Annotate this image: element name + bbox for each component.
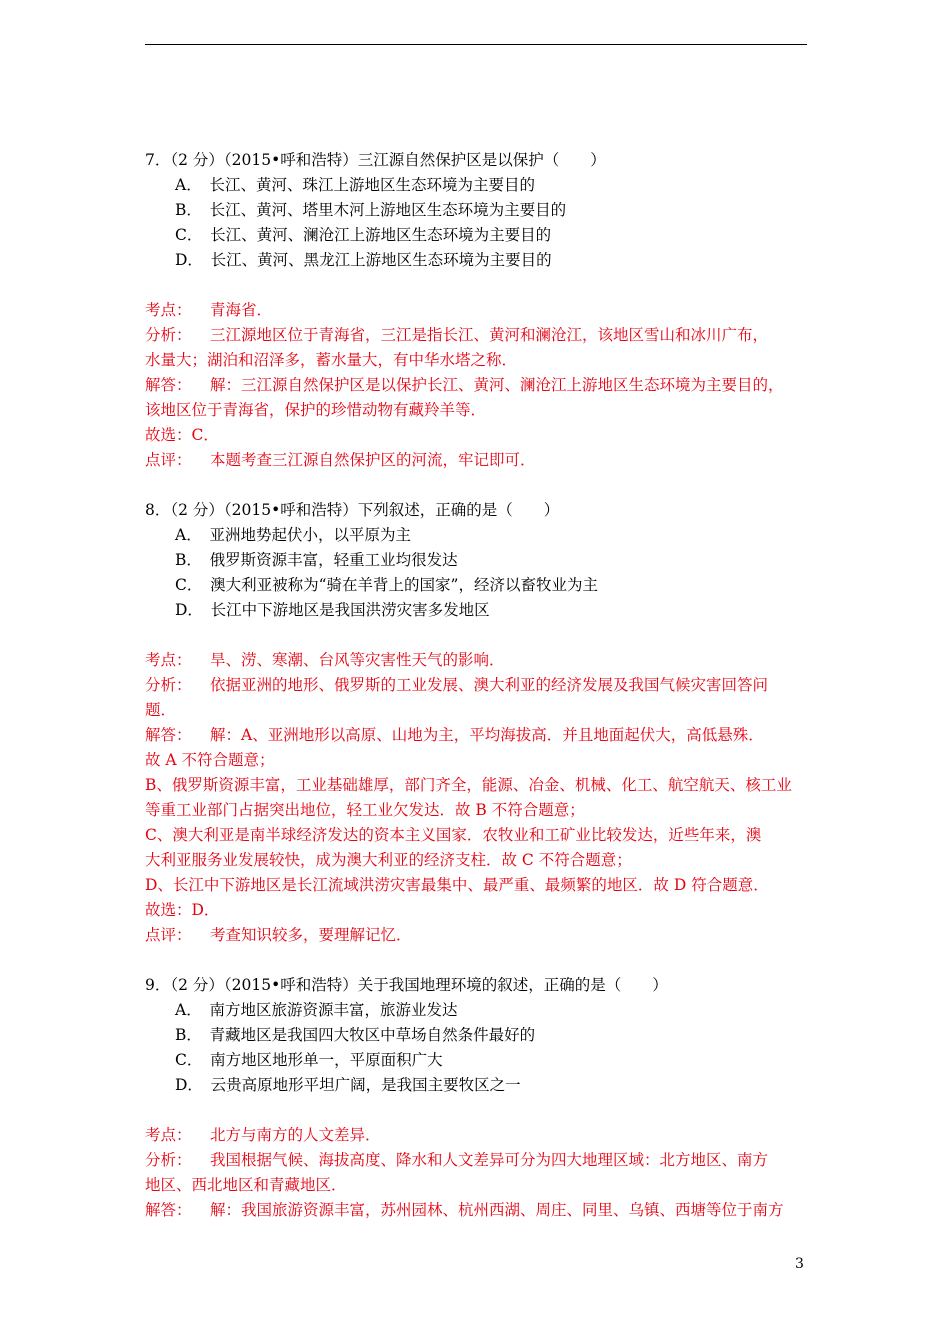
dianping-text: 考查知识较多，要理解记忆． — [210, 926, 412, 944]
option-a: A． 南方地区旅游资源丰富，旅游业发达 — [175, 1001, 458, 1019]
fenxi-text-cont: 地区、西北地区和青藏地区． — [145, 1176, 347, 1194]
answer-section — [145, 648, 810, 948]
question-7 — [145, 148, 810, 473]
kaodian-text: 北方与南方的人文差异． — [210, 1126, 381, 1144]
jieda-label: 解答： — [145, 726, 192, 744]
option-b: B． 俄罗斯资源丰富，轻重工业均很发达 — [175, 551, 458, 569]
kaodian-text: 旱、涝、寒潮、台风等灾害性天气的影响． — [210, 651, 505, 669]
jieda-text-cont: 大利亚服务业发展较快，成为澳大利亚的经济支柱．故 C 不符合题意； — [145, 851, 632, 869]
jieda-text: 解：三江源自然保护区是以保护长江、黄河、澜沧江上游地区生态环境为主要目的， — [210, 376, 784, 394]
option-c: C． 澳大利亚被称为“骑在羊背上的国家”，经济以畜牧业为主 — [175, 576, 598, 594]
fenxi-text: 三江源地区位于青海省，三江是指长江、黄河和澜沧江，该地区雪山和冰川广布， — [210, 326, 769, 344]
jieda-text-cont: 等重工业部门占据突出地位，轻工业欠发达．故 B 不符合题意； — [145, 801, 585, 819]
dianping-text: 本题考查三江源自然保护区的河流，牢记即可． — [210, 451, 536, 469]
option-d: D． 长江中下游地区是我国洪涝灾害多发地区 — [175, 601, 490, 619]
fenxi-text: 依据亚洲的地形、俄罗斯的工业发展、澳大利亚的经济发展及我国气候灾害回答问 — [210, 676, 769, 694]
question-stem: 7．（2 分）（2015•呼和浩特）三江源自然保护区是以保护（ ） — [145, 151, 606, 169]
dianping-label: 点评： — [145, 451, 192, 469]
option-d: D． 云贵高原地形平坦广阔，是我国主要牧区之一 — [175, 1076, 521, 1094]
option-d: D． 长江、黄河、黑龙江上游地区生态环境为主要目的 — [175, 251, 552, 269]
kaodian-label: 考点： — [145, 301, 192, 319]
fenxi-text-cont: 题． — [145, 701, 177, 719]
option-c: C． 长江、黄河、澜沧江上游地区生态环境为主要目的 — [175, 226, 552, 244]
final-answer: 故选：D． — [145, 901, 220, 919]
kaodian-label: 考点： — [145, 1126, 192, 1144]
option-a: A． 亚洲地势起伏小，以平原为主 — [175, 526, 411, 544]
jieda-text-cont: D、长江中下游地区是长江流域洪涝灾害最集中、最严重、最频繁的地区．故 D 符合题意． — [145, 876, 769, 894]
option-c: C． 南方地区地形单一，平原面积广大 — [175, 1051, 443, 1069]
question-stem: 9．（2 分）（2015•呼和浩特）关于我国地理环境的叙述，正确的是（ ） — [145, 976, 668, 994]
jieda-text: 解：我国旅游资源丰富，苏州园林、杭州西湖、周庄、同里、乌镇、西塘等位于南方 — [210, 1201, 784, 1219]
option-b: B． 长江、黄河、塔里木河上游地区生态环境为主要目的 — [175, 201, 567, 219]
fenxi-label: 分析： — [145, 1151, 192, 1169]
jieda-text-cont: 故 A 不符合题意； — [145, 751, 275, 769]
header-rule — [145, 44, 807, 45]
kaodian-text: 青海省． — [210, 301, 273, 319]
jieda-text-cont: B、俄罗斯资源丰富，工业基础雄厚，部门齐全，能源、冶金、机械、化工、航空航天、核工业 — [145, 776, 792, 794]
answer-section — [145, 1123, 810, 1223]
page-number: 3 — [795, 1256, 804, 1272]
answer-section — [145, 298, 810, 473]
option-a: A． 长江、黄河、珠江上游地区生态环境为主要目的 — [175, 176, 535, 194]
jieda-label: 解答： — [145, 1201, 192, 1219]
option-b: B． 青藏地区是我国四大牧区中草场自然条件最好的 — [175, 1026, 536, 1044]
page-content — [145, 148, 810, 1223]
final-answer: 故选：C． — [145, 426, 219, 444]
jieda-text-cont: C、澳大利亚是南半球经济发达的资本主义国家．农牧业和工矿业比较发达，近些年来，澳 — [145, 826, 762, 844]
jieda-text: 解：A、亚洲地形以高原、山地为主，平均海拔高．并且地面起伏大，高低悬殊． — [210, 726, 764, 744]
fenxi-text-cont: 水量大；湖泊和沼泽多，蓄水量大，有中华水塔之称． — [145, 351, 518, 369]
question-stem: 8．（2 分）（2015•呼和浩特）下列叙述，正确的是（ ） — [145, 501, 560, 519]
fenxi-text: 我国根据气候、海拔高度、降水和人文差异可分为四大地理区域：北方地区、南方 — [210, 1151, 769, 1169]
question-8 — [145, 498, 810, 948]
question-9 — [145, 973, 810, 1223]
jieda-text-cont: 该地区位于青海省，保护的珍惜动物有藏羚羊等． — [145, 401, 487, 419]
kaodian-label: 考点： — [145, 651, 192, 669]
fenxi-label: 分析： — [145, 676, 192, 694]
dianping-label: 点评： — [145, 926, 192, 944]
jieda-label: 解答： — [145, 376, 192, 394]
fenxi-label: 分析： — [145, 326, 192, 344]
